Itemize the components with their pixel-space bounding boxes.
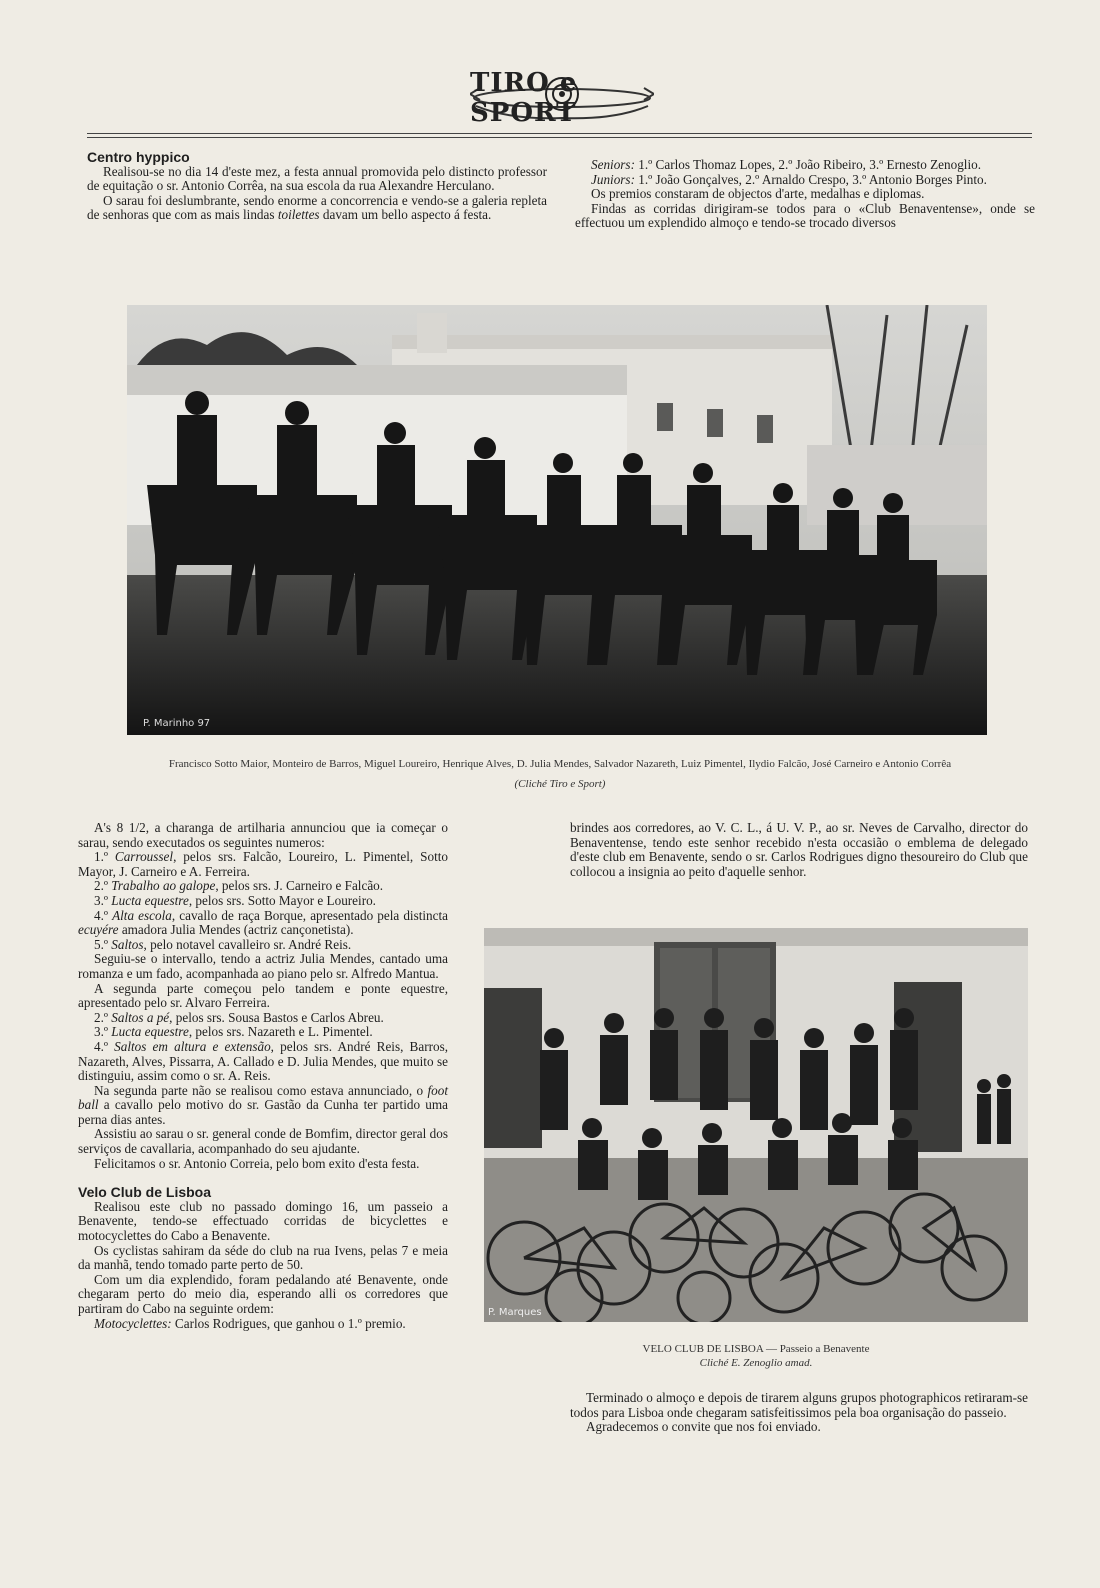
top-rule — [87, 133, 1032, 134]
article-centro-hyppico-start — [87, 150, 547, 223]
velo-club-continued — [570, 821, 1028, 879]
photo-caption — [80, 757, 1040, 791]
paragraph: Realisou-se no dia 14 d'este mez, a festa annual promovida pelo distincto professor de equitação o sr. Antonio Corrêa, na sua escola da rua Alexandre Herculano. — [87, 163, 547, 194]
photo-credit: P. Marques — [488, 1307, 542, 1318]
horse-riders-photo — [127, 305, 987, 735]
caption-names: Francisco Sotto Maior, Monteiro de Barros, Miguel Loureiro, Henrique Alves, D. Julia Mendes, Salvador Nazareth, Luiz Pimentel, Ilydio Falcão, José Carneiro e Antonio Corrêa — [168, 758, 952, 770]
paragraph: A segunda parte começou pelo tandem e ponte equestre, apresentado pelo sr. Alvaro Ferreira. — [78, 980, 448, 1011]
paragraph: Assistiu ao sarau o sr. general conde de Bomfim, director geral dos serviços de cavallaria, acompanhado do seu ajudante. — [78, 1126, 448, 1157]
paragraph: O sarau foi deslumbrante, sendo enorme a concorrencia e vendo-se a galeria repleta de senhoras que com as mais lindas toilettes davam um bello aspecto á festa. — [87, 192, 547, 223]
article-heading-velo-club: Velo Club de Lisboa — [78, 1184, 212, 1201]
velo-club-ending — [570, 1391, 1028, 1435]
article-heading: Centro hyppico — [87, 149, 190, 165]
caption-credit: (Cliché Tiro e Sport) — [514, 778, 606, 790]
top-rule-2 — [87, 137, 1032, 138]
juniors-results: Juniors: 1.º João Gonçalves, 2.º Arnaldo Crespo, 3.º Antonio Borges Pinto. — [591, 171, 987, 187]
caption-credit: Cliché E. Zenoglio amad. — [699, 1357, 813, 1369]
cyclists-group-photo — [484, 928, 1028, 1322]
caption-title: VELO CLUB DE LISBOA — Passeio a Benavente — [642, 1343, 870, 1355]
paragraph: A's 8 1/2, a charanga de artilharia annunciou que ia começar o sarau, sendo executados os seguintes numeros: — [78, 820, 448, 850]
paragraph: Na segunda parte não se realisou como estava annunciado, o foot ball a cavallo pelo motivo do sr. Gastão da Cunha ter partido uma perna dias antes. — [78, 1082, 448, 1127]
paragraph: Felicitamos o sr. Antonio Correia, pelo bom exito d'esta festa. — [94, 1155, 420, 1171]
paragraph: Realisou este club no passado domingo 16, um passeio a Benavente, tendo-se effectuado corridas de bicyclettes e motocyclettes do Cabo a Benavente. — [78, 1198, 448, 1244]
paragraph: brindes aos corredores, ao V. C. L., á U. V. P., ao sr. Neves de Carvalho, director do Benaventense, tendo este senhor recebido n'esta occasião o emblema de delegado d'este club em Benavente, sendo o sr. Carlos Rodrigues digno thesoureiro do Club que collocou a insignia ao peito d'aquelle senhor. — [570, 820, 1028, 879]
cyclists-group-illustration — [484, 928, 1028, 1322]
horse-riders-illustration — [127, 305, 987, 735]
masthead-logo — [470, 68, 654, 128]
program-item: 1.º Carroussel, pelos srs. Falcão, Loureiro, L. Pimentel, Sotto Mayor, J. Carneiro e A. Ferreira. — [78, 849, 448, 879]
photo-credit: P. Marinho 97 — [143, 718, 211, 729]
paragraph: Seguiu-se o intervallo, tendo a actriz Julia Mendes, cantado uma romanza e um fado, acompanhada ao piano pelo sr. Alfredo Mantua. — [78, 951, 448, 981]
paragraph: Com um dia explendido, foram pedalando até Benavente, onde chegaram perto do meio dia, esperando alli os corredores que partiram do Cabo na seguinte ordem: — [78, 1271, 448, 1316]
program-item: 2.º Trabalho ao galope, pelos srs. J. Carneiro e Falcão. — [94, 878, 384, 894]
paragraph: Agradecemos o convite que nos foi enviado. — [586, 1419, 821, 1435]
masthead-title: TIRO e SPORT — [470, 68, 578, 128]
paragraph: Os premios constaram de objectos d'arte, medalhas e diplomas. — [591, 186, 925, 202]
seniors-results: Seniors: 1.º Carlos Thomaz Lopes, 2.º João Ribeiro, 3.º Ernesto Zenoglio. — [591, 157, 982, 172]
program-item: 4.º Alta escola, cavallo de raça Borque, apresentado pela distincta ecuyére amadora Julia Mendes (actriz cançonetista). — [78, 907, 448, 938]
program-item: 2.º Saltos a pé, pelos srs. Sousa Bastos e Carlos Abreu. — [94, 1009, 384, 1025]
program-item: 3.º Lucta equestre, pelos srs. Sotto Mayor e Loureiro. — [94, 892, 376, 908]
photo-caption — [484, 1342, 1028, 1370]
program-item: 3.º Lucta equestre, pelos srs. Nazareth e L. Pimentel. — [94, 1024, 373, 1040]
results-column — [575, 158, 1035, 231]
article-centro-hyppico-continued — [78, 821, 448, 1331]
program-item: 4.º Saltos em altura e extensão, pelos srs. André Reis, Barros, Nazareth, Alves, Pissarra, A. Callado e D. Julia Mendes, que muito se distinguiu, assim como o sr. A. Reis. — [78, 1038, 449, 1084]
paragraph: Os cyclistas sahiram da séde do club na rua Ivens, pelas 7 e meia da manhã, tendo tomado parte perto de 50. — [78, 1242, 448, 1273]
program-item: 5.º Saltos, pelo notavel cavalleiro sr. André Reis. — [94, 936, 352, 952]
paragraph: Terminado o almoço e depois de tirarem alguns grupos photographicos retiraram-se todos para Lisboa onde chegaram satisfeitissimos pela boa organisação do passeio. — [570, 1390, 1028, 1420]
paragraph: Motocyclettes: Carlos Rodrigues, que ganhou o 1.º premio. — [94, 1315, 406, 1331]
paragraph: Findas as corridas dirigiram-se todos para o «Club Benaventense», onde se effectuou um explendido almoço e tendo-se trocado diversos — [575, 200, 1035, 231]
